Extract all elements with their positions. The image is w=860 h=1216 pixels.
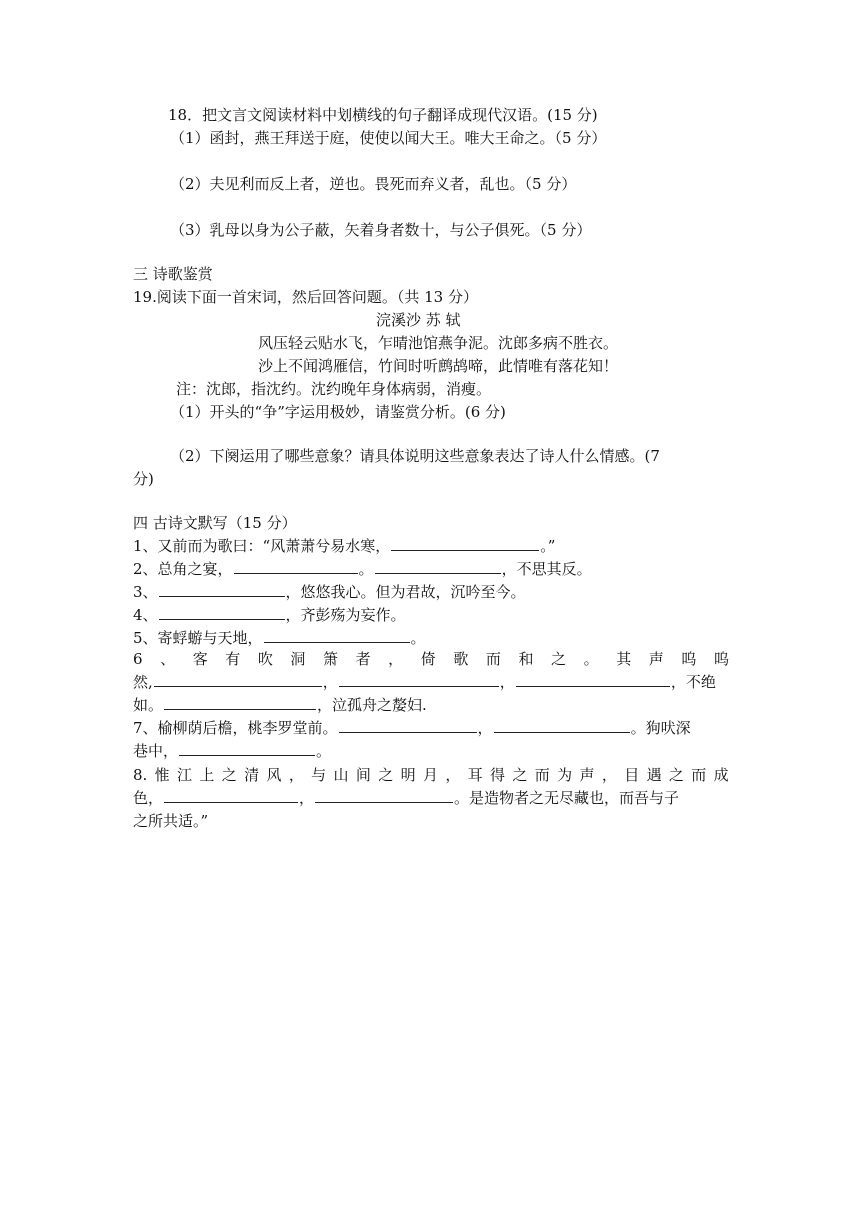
q19-title: 19.阅读下面一首宋词，然后回答问题。（共 13 分） (133, 288, 478, 306)
recite-item-5 (133, 627, 426, 649)
item-8-text-end: 。是造物者之无尽藏也，而吾与子 (454, 789, 680, 807)
char: ， (445, 766, 461, 784)
item-6-text-end: ，不绝 (670, 673, 716, 691)
comma: ， (322, 673, 338, 691)
char: 8. (133, 766, 148, 784)
comma: ， (299, 789, 315, 807)
recite-item-7-line-1 (133, 717, 691, 739)
q19-sub2: （2）下阕运用了哪些意象？请具体说明这些意象表达了诗人什么情感。(7 (170, 447, 660, 465)
char: 倚 (420, 650, 436, 668)
recite-item-2 (133, 558, 592, 580)
char: 有 (225, 650, 241, 668)
recite-item-8-line-2 (133, 787, 679, 809)
char: 。 (583, 650, 599, 668)
answer-blank[interactable] (159, 604, 285, 620)
answer-blank[interactable] (179, 740, 315, 756)
item-5-text: 5、寄蜉蝣与天地， (133, 629, 263, 647)
answer-blank[interactable] (494, 717, 630, 733)
answer-blank[interactable] (391, 535, 539, 551)
char: 山 (333, 766, 349, 784)
poem-note: 注：沈郎，指沈约。沈约晚年身体病弱，消瘦。 (176, 380, 492, 398)
char: 惟 (154, 766, 170, 784)
char: 与 (311, 766, 327, 784)
item-6-text-end: ，泣孤舟之嫠妇. (317, 696, 427, 714)
answer-blank[interactable] (164, 694, 316, 710)
item-1-text-end: 。” (540, 537, 556, 555)
q18-sub3: （3）乳母以身为公子蔽，矢着身者数十，与公子俱死。（5 分） (170, 221, 592, 239)
char: 之 (378, 766, 394, 784)
char: 和 (518, 650, 534, 668)
char: 之 (551, 650, 567, 668)
q18-title: 18．把文言文阅读材料中划横线的句子翻译成现代汉语。(15 分) (168, 106, 598, 124)
item-7-text-end: 。 (316, 742, 332, 760)
recite-item-1 (133, 535, 555, 557)
answer-blank[interactable] (339, 717, 477, 733)
char: 呜 (681, 650, 697, 668)
char: 而 (691, 766, 707, 784)
poem-line-1: 风压轻云贴水飞，乍晴池馆燕争泥。沈郎多病不胜衣。 (258, 334, 619, 352)
char: 洞 (290, 650, 306, 668)
answer-blank[interactable] (516, 671, 670, 687)
char: ， (601, 766, 617, 784)
item-2-text-mid: 。 (358, 560, 374, 578)
char: 成 (713, 766, 729, 784)
item-3-num: 3、 (133, 583, 158, 601)
item-5-text-end: 。 (410, 629, 426, 647)
char: 其 (616, 650, 632, 668)
section-3-title: 三 诗歌鉴赏 (133, 265, 213, 283)
char: 呜 (713, 650, 729, 668)
char: 而 (485, 650, 501, 668)
char: 6 (133, 650, 143, 668)
q19-sub2-cont: 分) (133, 470, 154, 488)
char: 为 (557, 766, 573, 784)
item-7-text: 巷中， (133, 742, 179, 760)
section-4-title: 四 古诗文默写（15 分） (133, 514, 297, 532)
char: 之 (512, 766, 528, 784)
recite-item-6-line-3 (133, 694, 427, 716)
answer-blank[interactable] (159, 581, 285, 597)
answer-blank[interactable] (154, 671, 322, 687)
answer-blank[interactable] (339, 671, 499, 687)
char: 明 (400, 766, 416, 784)
item-4-num: 4、 (133, 606, 158, 624)
char: 、 (160, 650, 176, 668)
item-1-text: 1、又前而为歌曰：“风萧萧兮易水寒， (133, 537, 391, 555)
char: 者 (355, 650, 371, 668)
answer-blank[interactable] (375, 558, 501, 574)
char: 声 (648, 650, 664, 668)
char: 目 (624, 766, 640, 784)
recite-item-8-line-3: 之所共适。” (133, 812, 209, 830)
recite-item-7-line-2 (133, 740, 331, 762)
char: 遇 (646, 766, 662, 784)
recite-item-8-line-1 (133, 764, 729, 786)
char: 上 (199, 766, 215, 784)
item-6-text: 然, (133, 673, 153, 691)
poem-title: 浣溪沙 苏 轼 (376, 311, 461, 329)
char: 耳 (467, 766, 483, 784)
recite-item-6-line-2 (133, 671, 716, 693)
answer-blank[interactable] (234, 558, 358, 574)
char: 箫 (323, 650, 339, 668)
char: 之 (668, 766, 684, 784)
comma: ， (477, 719, 493, 737)
comma: ， (499, 673, 515, 691)
item-8-text: 色， (133, 789, 164, 807)
item-4-text: ，齐彭殇为妄作。 (285, 606, 406, 624)
item-2-text: 2、总角之宴， (133, 560, 233, 578)
item-6-text: 如。 (133, 696, 164, 714)
answer-blank[interactable] (264, 627, 410, 643)
char: 江 (177, 766, 193, 784)
char: 得 (490, 766, 506, 784)
q18-sub1: （1）函封，燕王拜送于庭，使使以闻大王。唯大王命之。（5 分） (170, 129, 607, 147)
recite-item-6-line-1 (133, 648, 729, 670)
char: 声 (579, 766, 595, 784)
answer-blank[interactable] (164, 787, 298, 803)
q18-sub2: （2）夫见利而反上者，逆也。畏死而弃义者，乱也。（5 分） (170, 175, 577, 193)
char: 歌 (453, 650, 469, 668)
char: ， (288, 766, 304, 784)
char: 而 (534, 766, 550, 784)
answer-blank[interactable] (315, 787, 453, 803)
char: 之 (221, 766, 237, 784)
char: 月 (422, 766, 438, 784)
q19-sub1: （1）开头的“争”字运用极妙，请鉴赏分析。(6 分) (170, 403, 506, 421)
char: 风 (266, 766, 282, 784)
item-2-text-end: ，不思其反。 (501, 560, 592, 578)
poem-line-2: 沙上不闻鸿雁信，竹间时听鹧鸪啼，此情唯有落花知！ (258, 357, 619, 375)
char: 客 (192, 650, 208, 668)
recite-item-3 (133, 581, 526, 603)
item-7-text: 7、榆柳荫后檐，桃李罗堂前。 (133, 719, 338, 737)
char: 清 (244, 766, 260, 784)
recite-item-4 (133, 604, 406, 626)
char: 吹 (257, 650, 273, 668)
item-7-text-end: 。狗吠深 (630, 719, 691, 737)
item-3-text: ，悠悠我心。但为君故，沉吟至今。 (285, 583, 526, 601)
char: 间 (355, 766, 371, 784)
char: ， (388, 650, 404, 668)
